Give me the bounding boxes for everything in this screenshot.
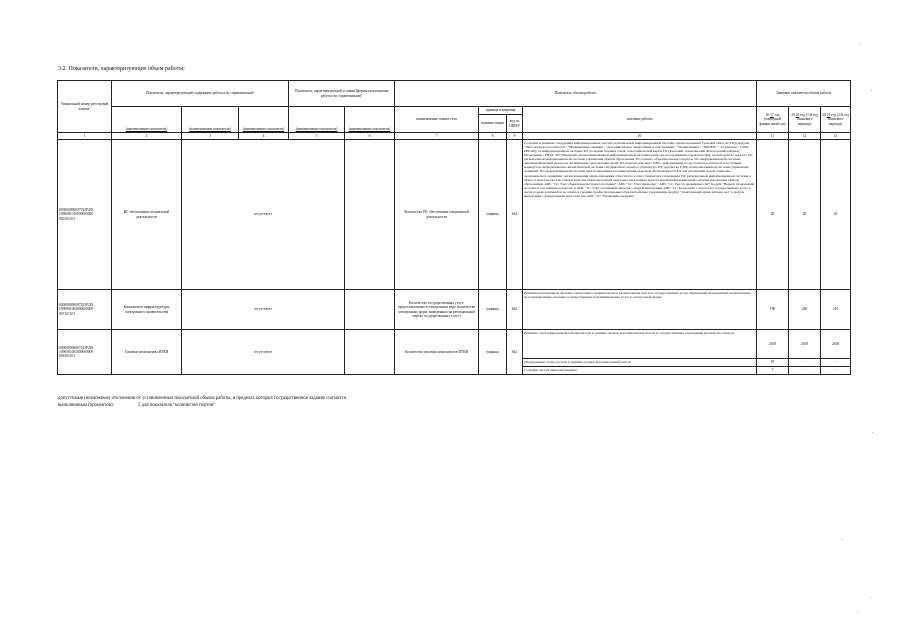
work-description: Развитие региональной системы электронного правительства в региональном портале государственных услуг. Проведение мероприятий, направленных на популяризацию оказания государственных и муниципальных услуг в электронной форме. [523,290,757,330]
value-year-1: 20 [757,140,789,290]
col-num: 8 [479,133,507,140]
col-num: 1 [58,133,112,140]
param-2: (наименование показателя) [182,107,239,133]
unit-name: единица [479,140,507,290]
header-year-2: 20 18 год (1-й год планового периода) [789,107,821,133]
deviation-label: выполненным (процентов): [58,402,114,408]
table-row [58,140,851,290]
header-values-group: Значение показателя объема работы [757,81,851,107]
unit-name: единица [479,330,507,375]
value-year-1: 7 [757,367,789,375]
work-description: Развитие структурированной кабельной сети в зданиях органов исполнительной власти и государственных учреждений (количество портов) [523,330,757,359]
header-unit-group: единица измерения [479,107,523,115]
unit-name: единица [479,290,507,330]
empty-cell [345,140,395,290]
header-okei-code: код по ОКЕИ³ [507,115,523,133]
value-year-2: 200 [789,290,821,330]
col-num: 6 [345,133,395,140]
scan-speck [871,90,872,91]
registry-number: 000000000007023P283 1090081005000000000 006101101 [58,330,112,375]
value-year-2: 2100 [789,330,821,359]
content-value: Типовые компоненты ИТКИ [112,330,182,375]
header-indicator-name: наименование показа-теля [395,107,479,133]
header-year-1: 20 17 год (очередной финансовый год) [757,107,789,133]
work-description: Создание систем видеонаблюдения [523,367,757,375]
param-4: (наименование показателя) [289,107,345,133]
col-num: 4 [239,133,289,140]
header-unique-number: Уникальный номер реестровой записи² [58,81,112,133]
col-num: 2 [112,133,182,140]
param-3: (наименование показателя) [239,107,289,133]
work-description: Оборудование точек доступа в зданиях органов исполнительной власти [523,359,757,367]
scan-speck [870,597,871,598]
scan-speck [860,43,861,44]
work-description: Создание и развитие следующих информационных систем: региональной информационной системы здравоохранения Тульской области (ТО) (модули: "Лист нетрудоспособности", "Медицинские справки", "Дополнительное лекарственное обеспечение", "Поликлиника", "ТФОМС", "Стационар", СМП, РИСАР); геоинформационной системы ТО (создание базовых слоев топографической карты ТО (Заокский, Алексинский, Ясногорский районы); Интеграция с РНАС ТО; Внедрение автоматизированной информационной системы контроля и координации строительства); транспортного портала ТО; региональной информационной системы управления сферой образования ТО; единого образовательного портала ТО; информационной системы, автоматизирующей процессы организации оздоровления детей ТО; портала для лиц с ОВЗ с информацией по доступности объектов и доступных маршрутов; информационно-аналитической системы ситуационного центра губернатора ТО; доработка СЭМ; централизованной системы управления архивами ТО; информационной системы прогнозирования и планирования кадровой обеспеченности ТО для реализации целей социально-экономического развития; органов ведения здравоохранения областного особого бюджетного взыскания ТО; региональной информационной системы в сфере строительства ТО; оценки качества образовательной деятельности в рамках региональной информационной системы управления сферой образования; АИС "1С: Учет объектов культурного наследия"; АИС "1С: Учет процедур"; АИС "1С: Реестр недвижимости"; модуля "Выдача разрешений на добычу охотничьих ресурсов" в АИС "1С: Учет охотничьих билетов", модуля интеграции АИС "1С: Колледжи" с порталом государственных услуг в части подачи документов на запись в средние профессиональные образовательные учреждения, модуля "Электронный архив личных дел" в модуле интеграции с федеральным порталом для АИС "1С: Управление кадрами". [523,140,757,290]
section-heading: 3.2. Показатели, характеризующие объем работы: [58,66,185,72]
header-work-description: описание работы [523,107,757,133]
col-num: 11 [757,133,789,140]
deviation-value: 5 для показателя "количество портов" [137,402,216,408]
column-number-row [58,133,851,140]
volume-indicators-table [57,80,851,375]
value-year-3: - [821,367,851,375]
okei-code: 642 [507,330,523,375]
indicator-name: Количество ИС обеспечения специальной деятельности [395,140,479,290]
value-year-3: 2100 [821,330,851,359]
content-value: Компоненты инфраструктуры электронного правительства [112,290,182,330]
col-num: 5 [289,133,345,140]
indicator-name: Количество типовых компонентов ИТКИ [395,330,479,375]
col-num: 3 [182,133,239,140]
header-content-group: Показатель, характеризующий содержание работы (по справочникам)² [112,81,289,107]
table-row [58,330,851,359]
col-num: 10 [523,133,757,140]
content-value: ИС обеспечения специальной деятельности [112,140,182,290]
value-year-2: - [789,367,821,375]
header-volume-group: Показатель объема работы² [395,81,757,107]
scan-speck [857,612,858,613]
empty-cell [345,330,395,375]
value-year-1: 180 [757,290,789,330]
value-year-3: 20 [821,140,851,290]
col-num: 12 [789,133,821,140]
value-year-2: - [789,359,821,367]
registry-number: 000000000007023P283 1090081010000000000 000101101 [58,140,112,290]
value-year-2: 20 [789,140,821,290]
registry-number: 000000000007023P283 1090081004000000000 007101101 [58,290,112,330]
value-year-1: 18 [757,359,789,367]
header-conditions-group: Показатель, характеризующий условия (формы) выполнения работы (по справочникам)² [289,81,395,107]
okei-code: 642 [507,140,523,290]
empty-cell [345,290,395,330]
col-num: 13 [821,133,851,140]
table-row [58,290,851,330]
value-year-3: - [821,359,851,367]
condition-value: отсутствует [182,290,345,330]
okei-code: 642 [507,290,523,330]
col-num: 9 [507,133,523,140]
value-year-3: 210 [821,290,851,330]
param-1: (наименование показателя) [112,107,182,133]
scan-speck [842,539,843,540]
indicator-name: Количество государственных услуг, предоставляемых в электронном виде (количество электронных форм, выведенных на региональный портал государственных услуг) [395,290,479,330]
col-num: 7 [395,133,479,140]
value-year-1: 2100 [757,330,789,359]
deviation-note-line-2 [58,403,558,410]
deviation-note [58,396,558,410]
header-year-3: 20 19 год (2-й год планового периода) [821,107,851,133]
scan-speck [872,432,873,433]
header-unit-name: наимено-вание [479,115,507,133]
deviation-note-line-1: допустимые (возможные) отклонения от установленных показателей объема работы, в пределах которых государственное задание считается [58,396,347,401]
condition-value: отсутствует [182,140,345,290]
param-5: (наименование показателя) [345,107,395,133]
condition-value: отсутствует [182,330,345,375]
